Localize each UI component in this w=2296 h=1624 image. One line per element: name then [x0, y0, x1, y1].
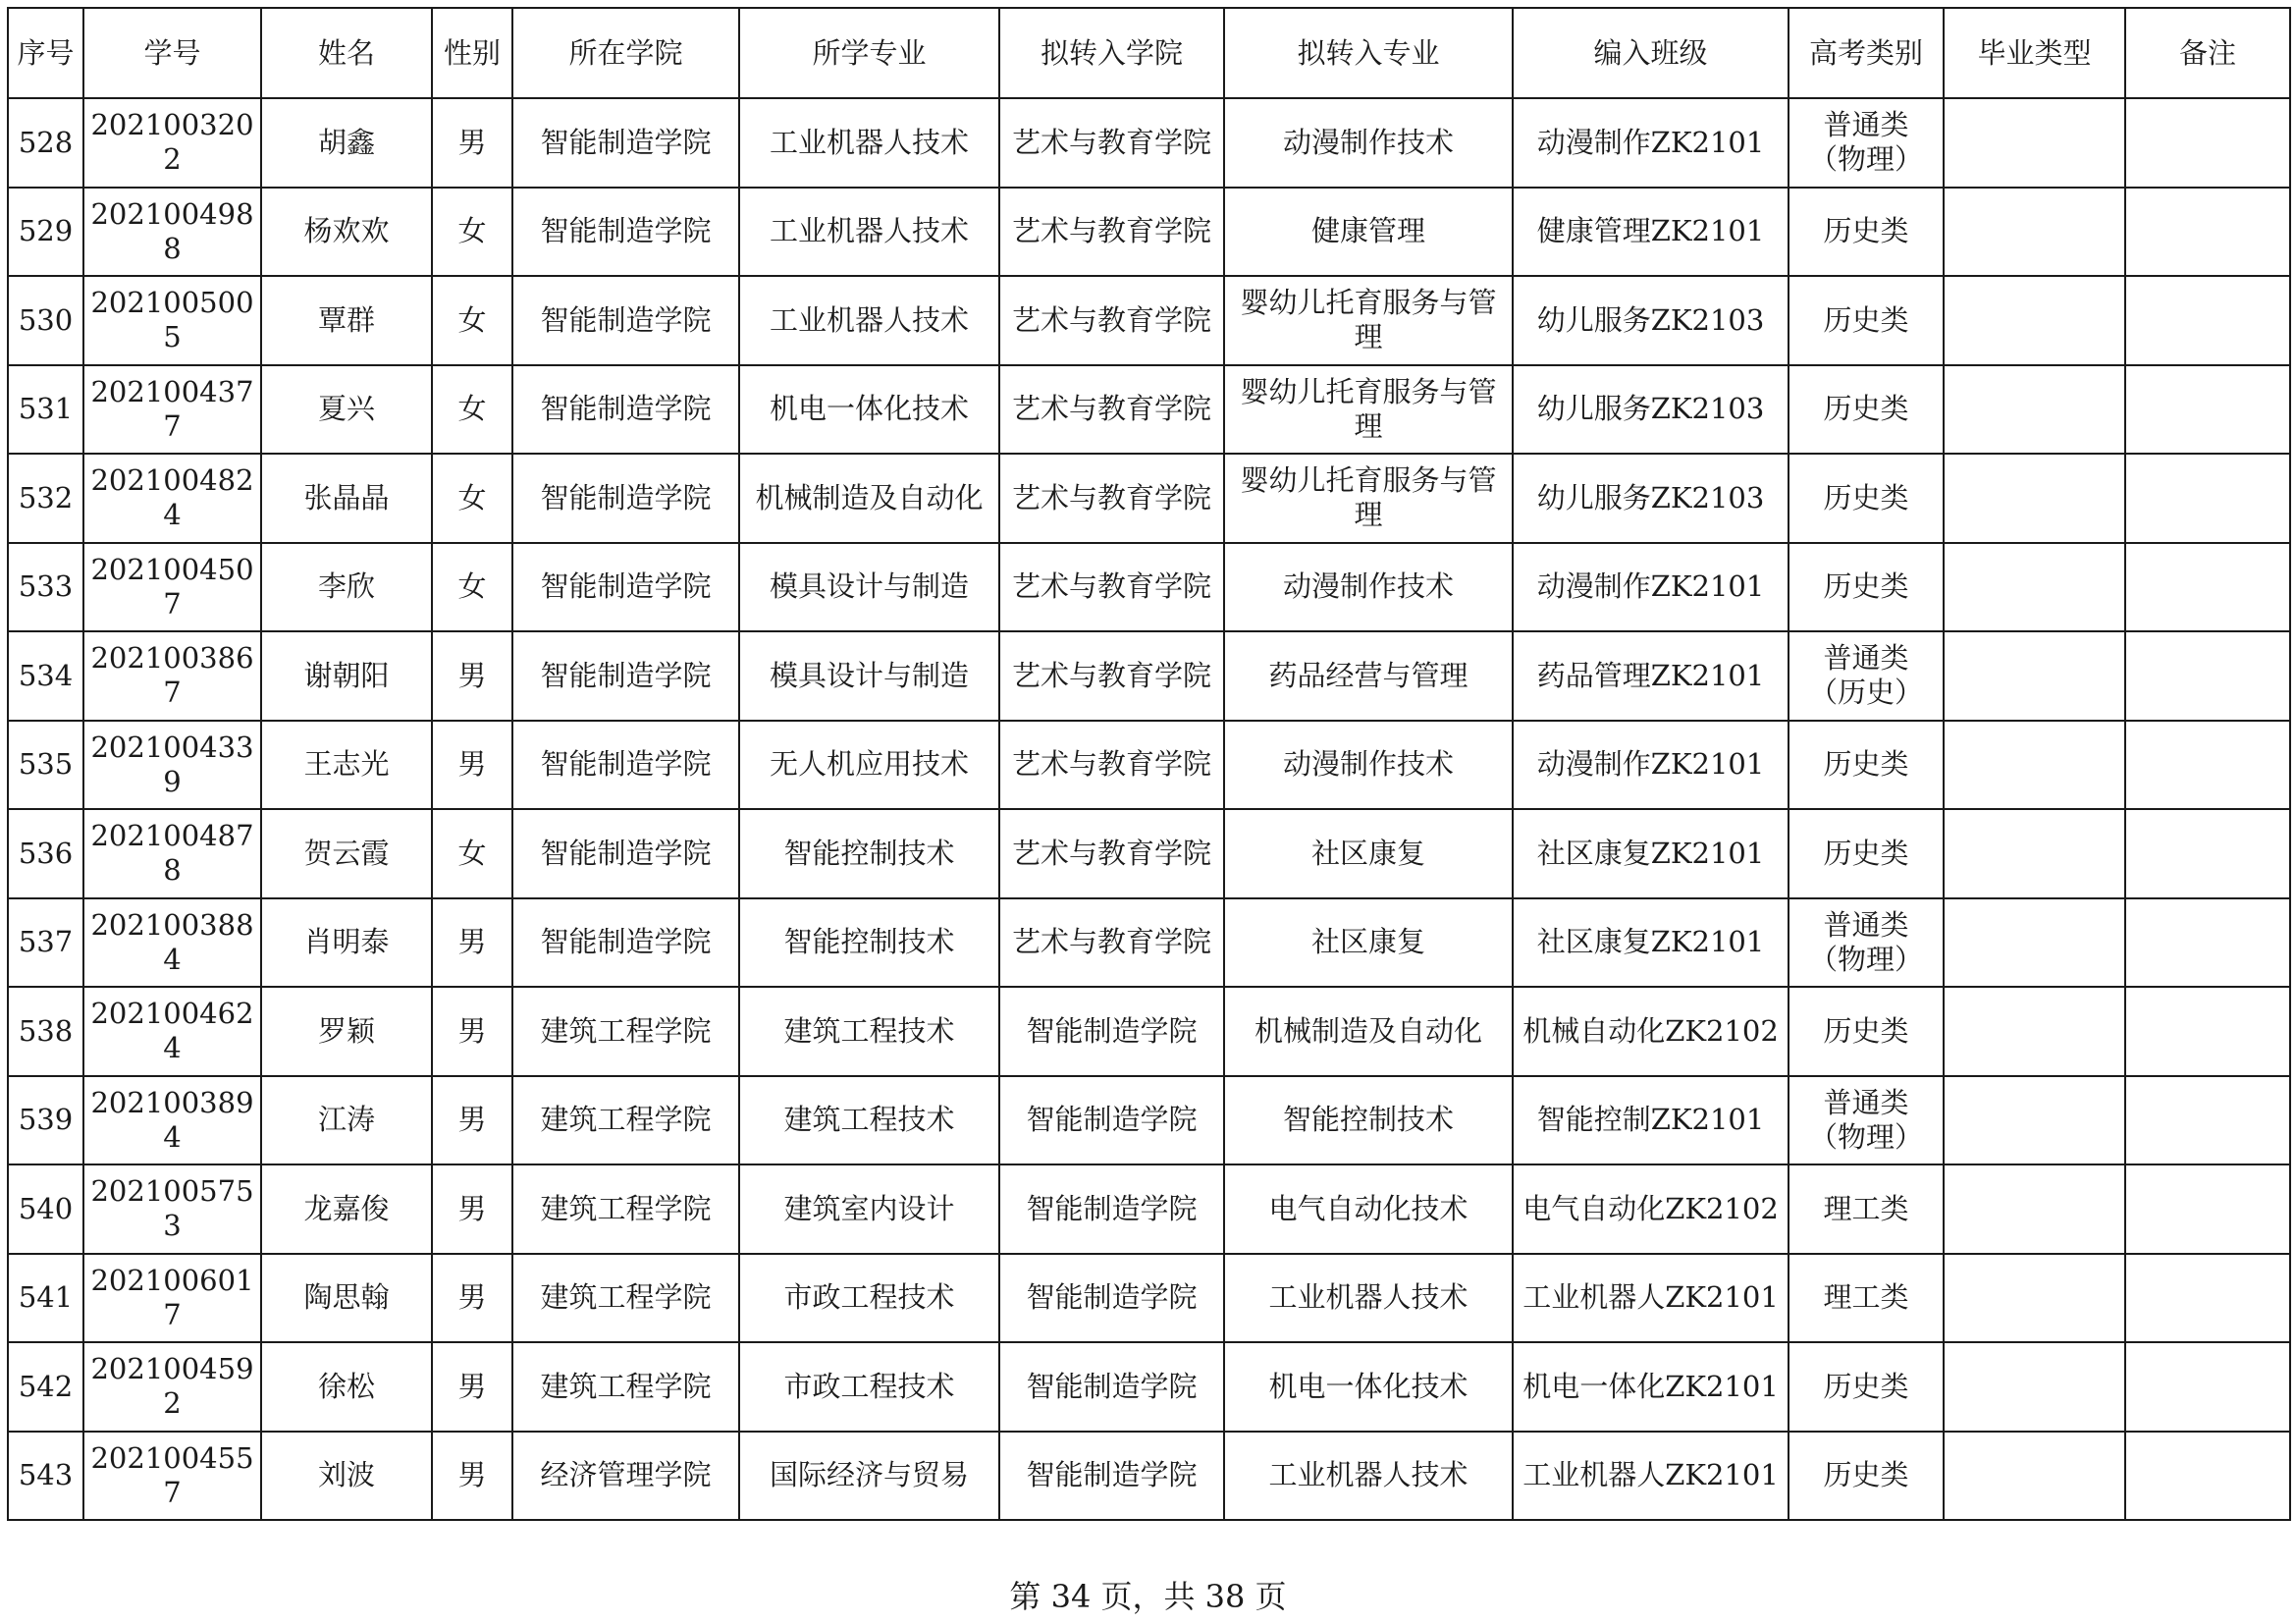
cell-exam-category: 普通类（物理）: [1789, 98, 1944, 188]
cell-graduation-type: [1944, 898, 2125, 988]
cell-seq: 532: [8, 454, 83, 543]
cell-gender: 女: [432, 276, 512, 365]
cell-target-college: 艺术与教育学院: [999, 454, 1224, 543]
cell-graduation-type: [1944, 365, 2125, 455]
cell-target-college: 智能制造学院: [999, 1254, 1224, 1343]
cell-current-college: 智能制造学院: [512, 898, 739, 988]
cell-remarks: [2125, 188, 2290, 277]
cell-assigned-class: 动漫制作ZK2101: [1513, 721, 1789, 810]
cell-student-id: 2021004507: [83, 543, 261, 632]
cell-current-major: 机电一体化技术: [739, 365, 999, 455]
cell-seq: 530: [8, 276, 83, 365]
cell-gender: 女: [432, 543, 512, 632]
cell-remarks: [2125, 809, 2290, 898]
cell-exam-category: 普通类（物理）: [1789, 1076, 1944, 1165]
cell-exam-category: 历史类: [1789, 365, 1944, 455]
table-row: [8, 276, 2290, 365]
cell-gender: 男: [432, 1432, 512, 1521]
cell-current-college: 智能制造学院: [512, 721, 739, 810]
cell-gender: 男: [432, 987, 512, 1076]
cell-exam-category: 历史类: [1789, 188, 1944, 277]
cell-current-major: 无人机应用技术: [739, 721, 999, 810]
cell-current-major: 模具设计与制造: [739, 543, 999, 632]
cell-current-major: 建筑室内设计: [739, 1164, 999, 1254]
cell-assigned-class: 动漫制作ZK2101: [1513, 98, 1789, 188]
cell-gender: 女: [432, 365, 512, 455]
cell-seq: 543: [8, 1432, 83, 1521]
header-gender: 性别: [432, 8, 512, 98]
cell-student-id: 2021004592: [83, 1342, 261, 1432]
cell-graduation-type: [1944, 1076, 2125, 1165]
cell-target-major: 工业机器人技术: [1224, 1432, 1513, 1521]
cell-name: 李欣: [261, 543, 432, 632]
header-assigned-class: 编入班级: [1513, 8, 1789, 98]
cell-target-major: 工业机器人技术: [1224, 1254, 1513, 1343]
cell-current-major: 机械制造及自动化: [739, 454, 999, 543]
cell-target-college: 艺术与教育学院: [999, 543, 1224, 632]
page-number: 第 34 页，共 38 页: [1009, 1578, 1287, 1615]
cell-current-college: 智能制造学院: [512, 276, 739, 365]
cell-student-id: 2021003884: [83, 898, 261, 988]
cell-exam-category: 历史类: [1789, 1432, 1944, 1521]
cell-seq: 537: [8, 898, 83, 988]
cell-current-college: 建筑工程学院: [512, 1254, 739, 1343]
cell-remarks: [2125, 1164, 2290, 1254]
table-body: [8, 98, 2290, 1520]
cell-gender: 女: [432, 188, 512, 277]
cell-gender: 女: [432, 454, 512, 543]
cell-current-major: 建筑工程技术: [739, 1076, 999, 1165]
cell-target-major: 动漫制作技术: [1224, 721, 1513, 810]
cell-seq: 529: [8, 188, 83, 277]
table-row: [8, 898, 2290, 988]
cell-current-college: 建筑工程学院: [512, 1342, 739, 1432]
cell-student-id: 2021003894: [83, 1076, 261, 1165]
cell-student-id: 2021003867: [83, 631, 261, 721]
cell-current-major: 模具设计与制造: [739, 631, 999, 721]
cell-seq: 538: [8, 987, 83, 1076]
cell-graduation-type: [1944, 809, 2125, 898]
cell-name: 杨欢欢: [261, 188, 432, 277]
cell-student-id: 2021004988: [83, 188, 261, 277]
cell-target-college: 智能制造学院: [999, 987, 1224, 1076]
transfer-student-table: [7, 7, 2291, 1521]
cell-target-major: 电气自动化技术: [1224, 1164, 1513, 1254]
cell-assigned-class: 工业机器人ZK2101: [1513, 1432, 1789, 1521]
header-student-id: 学号: [83, 8, 261, 98]
cell-graduation-type: [1944, 98, 2125, 188]
cell-exam-category: 历史类: [1789, 276, 1944, 365]
cell-name: 刘波: [261, 1432, 432, 1521]
cell-target-major: 社区康复: [1224, 809, 1513, 898]
cell-target-college: 艺术与教育学院: [999, 631, 1224, 721]
cell-assigned-class: 电气自动化ZK2102: [1513, 1164, 1789, 1254]
table-row: [8, 1342, 2290, 1432]
cell-name: 徐松: [261, 1342, 432, 1432]
header-target-college: 拟转入学院: [999, 8, 1224, 98]
table-row: [8, 98, 2290, 188]
cell-remarks: [2125, 1342, 2290, 1432]
table-row: [8, 188, 2290, 277]
cell-remarks: [2125, 898, 2290, 988]
cell-assigned-class: 工业机器人ZK2101: [1513, 1254, 1789, 1343]
header-seq: 序号: [8, 8, 83, 98]
cell-student-id: 2021004377: [83, 365, 261, 455]
header-exam-category: 高考类别: [1789, 8, 1944, 98]
cell-target-major: 动漫制作技术: [1224, 98, 1513, 188]
cell-student-id: 2021003202: [83, 98, 261, 188]
cell-seq: 536: [8, 809, 83, 898]
cell-target-major: 机电一体化技术: [1224, 1342, 1513, 1432]
cell-target-major: 药品经营与管理: [1224, 631, 1513, 721]
cell-graduation-type: [1944, 721, 2125, 810]
cell-student-id: 2021005005: [83, 276, 261, 365]
cell-target-college: 艺术与教育学院: [999, 721, 1224, 810]
cell-target-college: 智能制造学院: [999, 1342, 1224, 1432]
cell-target-major: 动漫制作技术: [1224, 543, 1513, 632]
table-row: [8, 631, 2290, 721]
cell-assigned-class: 幼儿服务ZK2103: [1513, 454, 1789, 543]
cell-gender: 男: [432, 631, 512, 721]
cell-target-major: 社区康复: [1224, 898, 1513, 988]
header-target-major: 拟转入专业: [1224, 8, 1513, 98]
cell-name: 陶思翰: [261, 1254, 432, 1343]
cell-exam-category: 普通类（物理）: [1789, 898, 1944, 988]
cell-name: 罗颖: [261, 987, 432, 1076]
cell-assigned-class: 幼儿服务ZK2103: [1513, 276, 1789, 365]
cell-student-id: 2021004878: [83, 809, 261, 898]
cell-remarks: [2125, 631, 2290, 721]
table-row: [8, 1076, 2290, 1165]
table-row: [8, 721, 2290, 810]
cell-remarks: [2125, 1254, 2290, 1343]
cell-target-college: 艺术与教育学院: [999, 276, 1224, 365]
cell-current-college: 智能制造学院: [512, 365, 739, 455]
cell-graduation-type: [1944, 1164, 2125, 1254]
cell-graduation-type: [1944, 454, 2125, 543]
cell-name: 胡鑫: [261, 98, 432, 188]
cell-assigned-class: 机械自动化ZK2102: [1513, 987, 1789, 1076]
cell-remarks: [2125, 987, 2290, 1076]
cell-gender: 男: [432, 98, 512, 188]
cell-remarks: [2125, 365, 2290, 455]
cell-graduation-type: [1944, 276, 2125, 365]
cell-exam-category: 历史类: [1789, 543, 1944, 632]
cell-current-major: 工业机器人技术: [739, 98, 999, 188]
cell-target-college: 艺术与教育学院: [999, 188, 1224, 277]
cell-gender: 男: [432, 898, 512, 988]
cell-target-college: 艺术与教育学院: [999, 98, 1224, 188]
header-current-major: 所学专业: [739, 8, 999, 98]
cell-assigned-class: 动漫制作ZK2101: [1513, 543, 1789, 632]
cell-target-college: 艺术与教育学院: [999, 365, 1224, 455]
cell-seq: 540: [8, 1164, 83, 1254]
cell-exam-category: 普通类（历史）: [1789, 631, 1944, 721]
table-row: [8, 987, 2290, 1076]
cell-student-id: 2021006017: [83, 1254, 261, 1343]
header-remarks: 备注: [2125, 8, 2290, 98]
cell-exam-category: 历史类: [1789, 721, 1944, 810]
table-row: [8, 1432, 2290, 1521]
cell-remarks: [2125, 721, 2290, 810]
cell-current-college: 智能制造学院: [512, 809, 739, 898]
cell-current-major: 市政工程技术: [739, 1254, 999, 1343]
cell-target-college: 艺术与教育学院: [999, 809, 1224, 898]
cell-name: 贺云霞: [261, 809, 432, 898]
cell-gender: 男: [432, 1254, 512, 1343]
cell-current-college: 建筑工程学院: [512, 1164, 739, 1254]
cell-seq: 535: [8, 721, 83, 810]
cell-assigned-class: 社区康复ZK2101: [1513, 898, 1789, 988]
cell-exam-category: 历史类: [1789, 1342, 1944, 1432]
table-row: [8, 1164, 2290, 1254]
cell-assigned-class: 智能控制ZK2101: [1513, 1076, 1789, 1165]
cell-seq: 539: [8, 1076, 83, 1165]
cell-name: 夏兴: [261, 365, 432, 455]
table-row: [8, 543, 2290, 632]
header-name: 姓名: [261, 8, 432, 98]
cell-graduation-type: [1944, 631, 2125, 721]
cell-assigned-class: 机电一体化ZK2101: [1513, 1342, 1789, 1432]
cell-current-college: 智能制造学院: [512, 631, 739, 721]
cell-current-college: 智能制造学院: [512, 454, 739, 543]
cell-remarks: [2125, 454, 2290, 543]
cell-current-major: 市政工程技术: [739, 1342, 999, 1432]
cell-gender: 男: [432, 1342, 512, 1432]
cell-gender: 女: [432, 809, 512, 898]
cell-target-college: 艺术与教育学院: [999, 898, 1224, 988]
cell-name: 龙嘉俊: [261, 1164, 432, 1254]
cell-remarks: [2125, 543, 2290, 632]
cell-exam-category: 历史类: [1789, 809, 1944, 898]
cell-remarks: [2125, 1432, 2290, 1521]
cell-target-major: 健康管理: [1224, 188, 1513, 277]
cell-graduation-type: [1944, 543, 2125, 632]
cell-graduation-type: [1944, 1342, 2125, 1432]
header-current-college: 所在学院: [512, 8, 739, 98]
table-row: [8, 454, 2290, 543]
cell-target-college: 智能制造学院: [999, 1164, 1224, 1254]
cell-current-college: 智能制造学院: [512, 543, 739, 632]
cell-gender: 男: [432, 721, 512, 810]
cell-graduation-type: [1944, 188, 2125, 277]
cell-target-major: 婴幼儿托育服务与管理: [1224, 365, 1513, 455]
cell-current-major: 建筑工程技术: [739, 987, 999, 1076]
cell-assigned-class: 健康管理ZK2101: [1513, 188, 1789, 277]
cell-remarks: [2125, 1076, 2290, 1165]
cell-target-major: 婴幼儿托育服务与管理: [1224, 276, 1513, 365]
cell-remarks: [2125, 276, 2290, 365]
cell-target-major: 婴幼儿托育服务与管理: [1224, 454, 1513, 543]
cell-remarks: [2125, 98, 2290, 188]
cell-current-major: 国际经济与贸易: [739, 1432, 999, 1521]
cell-current-major: 智能控制技术: [739, 898, 999, 988]
cell-current-college: 建筑工程学院: [512, 987, 739, 1076]
cell-current-major: 智能控制技术: [739, 809, 999, 898]
cell-seq: 533: [8, 543, 83, 632]
cell-assigned-class: 药品管理ZK2101: [1513, 631, 1789, 721]
cell-current-college: 智能制造学院: [512, 188, 739, 277]
cell-seq: 534: [8, 631, 83, 721]
cell-current-college: 建筑工程学院: [512, 1076, 739, 1165]
cell-student-id: 2021005753: [83, 1164, 261, 1254]
cell-name: 王志光: [261, 721, 432, 810]
cell-current-major: 工业机器人技术: [739, 188, 999, 277]
table-row: [8, 1254, 2290, 1343]
cell-name: 谢朝阳: [261, 631, 432, 721]
cell-student-id: 2021004824: [83, 454, 261, 543]
table-row: [8, 809, 2290, 898]
cell-exam-category: 历史类: [1789, 454, 1944, 543]
cell-name: 覃群: [261, 276, 432, 365]
cell-exam-category: 历史类: [1789, 987, 1944, 1076]
cell-gender: 男: [432, 1076, 512, 1165]
cell-graduation-type: [1944, 1432, 2125, 1521]
cell-target-college: 智能制造学院: [999, 1432, 1224, 1521]
cell-exam-category: 理工类: [1789, 1254, 1944, 1343]
cell-graduation-type: [1944, 987, 2125, 1076]
header-graduation-type: 毕业类型: [1944, 8, 2125, 98]
cell-seq: 528: [8, 98, 83, 188]
cell-target-major: 智能控制技术: [1224, 1076, 1513, 1165]
cell-current-college: 智能制造学院: [512, 98, 739, 188]
cell-seq: 542: [8, 1342, 83, 1432]
cell-current-major: 工业机器人技术: [739, 276, 999, 365]
cell-student-id: 2021004339: [83, 721, 261, 810]
cell-name: 张晶晶: [261, 454, 432, 543]
table-row: [8, 365, 2290, 455]
cell-current-college: 经济管理学院: [512, 1432, 739, 1521]
cell-seq: 531: [8, 365, 83, 455]
cell-name: 江涛: [261, 1076, 432, 1165]
cell-student-id: 2021004624: [83, 987, 261, 1076]
cell-target-major: 机械制造及自动化: [1224, 987, 1513, 1076]
cell-target-college: 智能制造学院: [999, 1076, 1224, 1165]
cell-exam-category: 理工类: [1789, 1164, 1944, 1254]
cell-seq: 541: [8, 1254, 83, 1343]
cell-graduation-type: [1944, 1254, 2125, 1343]
cell-assigned-class: 社区康复ZK2101: [1513, 809, 1789, 898]
cell-gender: 男: [432, 1164, 512, 1254]
cell-student-id: 2021004557: [83, 1432, 261, 1521]
cell-name: 肖明泰: [261, 898, 432, 988]
cell-assigned-class: 幼儿服务ZK2103: [1513, 365, 1789, 455]
table-header-row: [8, 8, 2290, 98]
